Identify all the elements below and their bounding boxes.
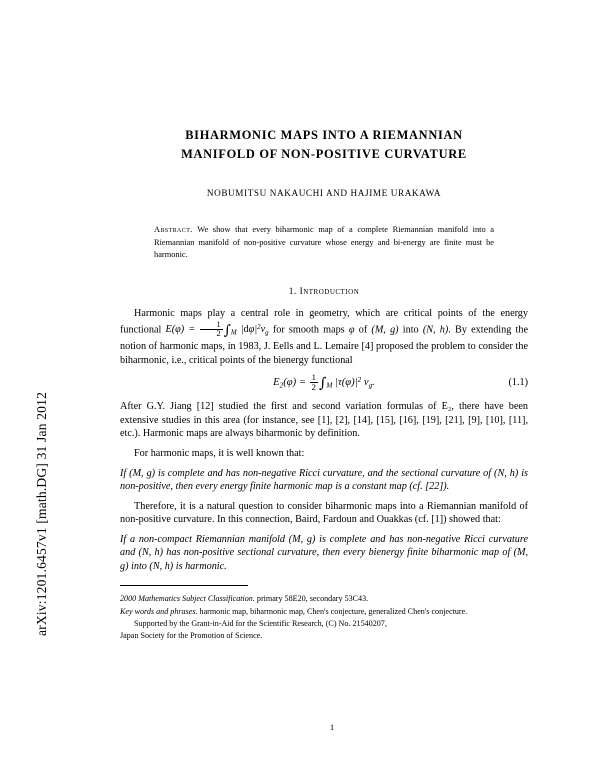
inline-math-energy-functional: E(φ) = $\frac{1}{2}$ $\int_M$ $|d\varphi|^2v_g$ [165, 319, 269, 339]
title-line-1: BIHARMONIC MAPS INTO A RIEMANNIAN [185, 128, 463, 142]
paragraph-1-part-a: Harmonic maps play a central role in geometry, which are critical points of the energy functional [120, 308, 528, 336]
paragraph-4-quote: If (M, g) is complete and has non-negative Ricci curvature, and the sectional curvature of (N, h) is non-positive, then every energy finite harmonic map is a constant map (cf. [22]). [120, 467, 528, 493]
abstract [154, 224, 494, 261]
abstract-heading: Abstract. [154, 225, 193, 235]
page-title [120, 126, 528, 164]
equation-number: (1.1) [508, 377, 528, 389]
paragraph-6-quote: If a non-compact Riemannian manifold (M, g) is complete and has non-negative Ricci curvature and (N, h) has non-positive sectional curvature, then every bienergy finite biharmonic map of (M, g) into (N, h) is harmonic. [120, 533, 528, 572]
paragraph-5: Therefore, it is a natural question to consider biharmonic maps into a Riemannian manifold of non-positive curvature. In this connection, Baird, Fardoun and Ouakkas (cf. [1]) showed that: [120, 500, 528, 526]
footnote-support-line-2: Japan Society for the Promotion of Science. [120, 631, 263, 641]
authors: NOBUMITSU NAKAUCHI AND HAJIME URAKAWA [206, 188, 442, 199]
footnote-divider [120, 585, 248, 586]
paragraph-1 [120, 307, 528, 367]
inline-math-maps: φ of (M, g) into (N, h) [348, 324, 449, 336]
footnote-support-line-1: Supported by the Grant-in-Aid for the Scientific Research, (C) No. 21540207, [134, 619, 387, 629]
paragraph-2: After G.Y. Jiang [12] studied the first and second variation formulas of E₂, there have been extensive studies in this area (for instance, see [1], [2], [14], [15], [16], [19], [21], [9], [10], [11], etc.). Harmonic maps are always biharmonic by definition. [120, 401, 528, 440]
footnote-keywords-text: harmonic map, biharmonic map, Chen's conjecture, generalized Chen's conjecture. [197, 606, 468, 616]
footnote-keywords-label: Key words and phrases. [120, 606, 198, 616]
section-heading-introduction: 1. Introduction [288, 287, 360, 297]
footnote-msc [120, 593, 528, 604]
equation-bienergy [120, 373, 528, 392]
equation-body: $E_2(\varphi)$ = $\frac{1}{2}$ $\int_M$ $|\tau(\varphi)|^2$ $v_g$. [273, 372, 375, 393]
page-number: 1 [329, 722, 335, 732]
footnote-keywords [120, 606, 528, 617]
footnote-msc-label: 2000 Mathematics Subject Classification. [120, 594, 255, 604]
arxiv-stamp [0, 0, 64, 776]
abstract-text: We show that every biharmonic map of a complete Riemannian manifold into a Riemannian manifold of non-positive curvature whose energy and bi-energy are finite must be harmonic. [154, 225, 494, 259]
arxiv-identifier: arXiv:1201.6457v1 [math.DG] 31 Jan 2012 [34, 391, 49, 636]
paper-page [64, 0, 600, 776]
footnote-msc-text: primary 58E20, secondary 53C43. [254, 594, 369, 604]
paragraph-1-part-b: for smooth maps [268, 324, 349, 336]
paragraph-1-part-c: . By extending the notion of harmonic maps, in 1983, J. Eells and L. Lemaire [4] proposed the problem to consider the biharmonic, i.e., critical points of the bienergy functional [120, 324, 528, 366]
paragraph-3: For harmonic maps, it is well known that: [134, 447, 305, 459]
page-content [120, 126, 528, 643]
title-line-2: MANIFOLD OF NON-POSITIVE CURVATURE [181, 147, 467, 162]
footnotes [120, 593, 528, 641]
